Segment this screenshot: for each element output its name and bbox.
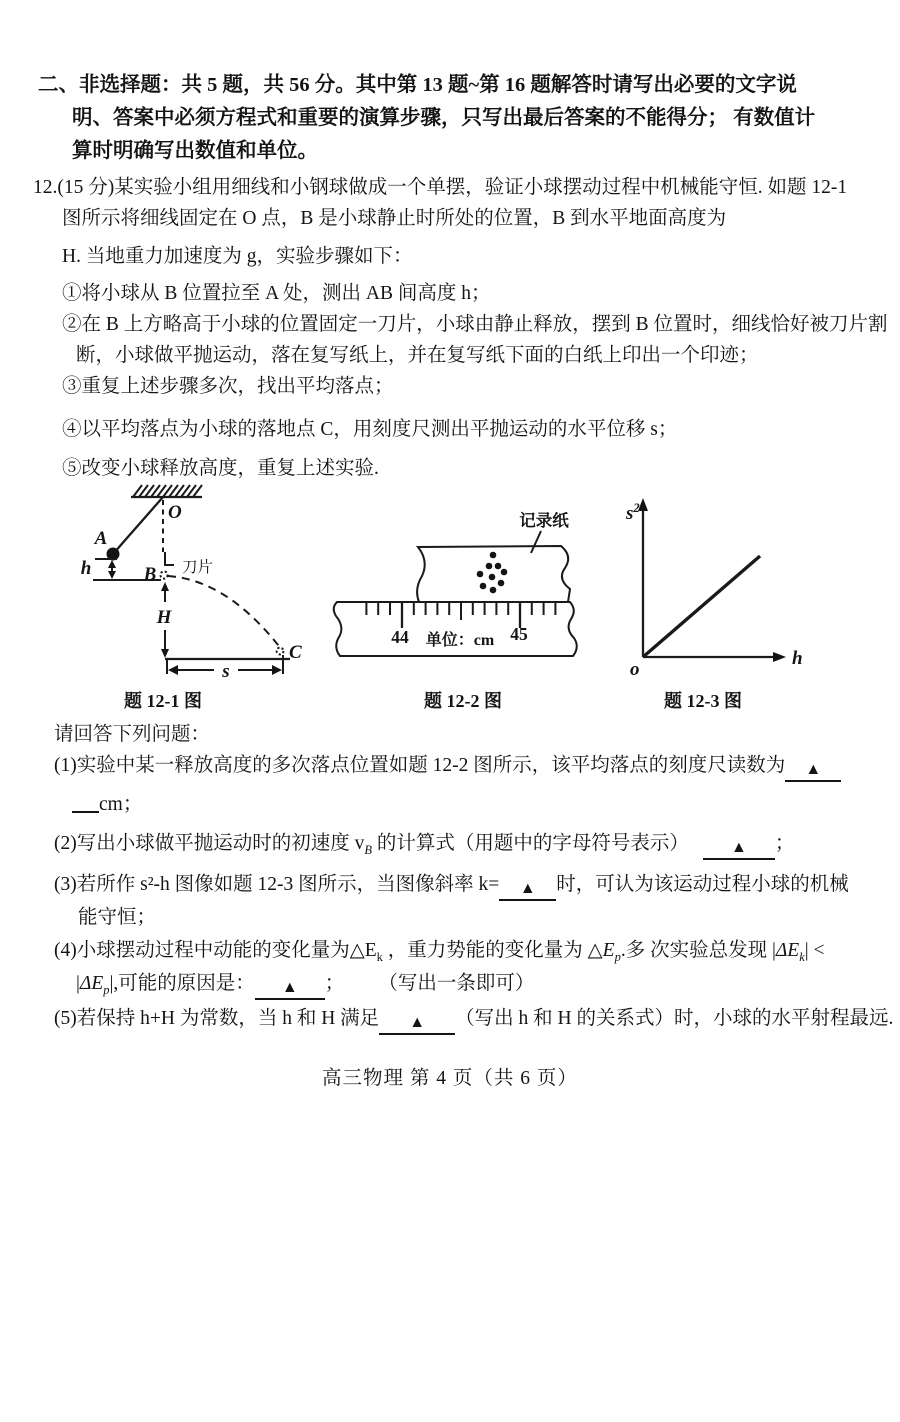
q4-note: （写出一条即可） — [378, 973, 535, 994]
question-5-line — [54, 1006, 893, 1035]
q4-subscript-p1: p — [614, 949, 621, 964]
q4-text-3: .多 次实验总发现 | — [620, 940, 776, 961]
q4-text-4: | < — [804, 940, 825, 961]
point-b-circle — [160, 571, 167, 578]
q3-answer-blank: ▲ — [499, 878, 556, 901]
q12-step-2a: ②在 B 上方略高于小球的位置固定一刀片，小球由静止释放，摆到 B 位置时，细线恰好被刀片割 — [62, 314, 888, 335]
question-2-line — [54, 831, 794, 863]
origin-label: o — [630, 659, 640, 680]
q3-text-2: 时，可认为该运动过程小球的机械 — [556, 874, 849, 895]
point-c-label: C — [289, 642, 302, 663]
q4-l2-text-1: | — [76, 973, 80, 994]
section-header-line-1: 二、非选择题：共 5 题，共 56 分。其中第 13 题~第 16 题解答时请写出必要的文字说 — [38, 74, 797, 96]
q12-intro-line-1: 12.(15 分)某实验小组用细线和小钢球做成一个单摆，验证小球摆动过程中机械能守恒. 如题 12-1 — [33, 177, 848, 198]
q12-step-3: ③重复上述步骤多次，找出平均落点； — [62, 376, 394, 397]
q5-text-1: (5)若保持 h+H 为常数，当 h 和 H 满足 — [54, 1008, 380, 1029]
ruler-unit-label: 单位：cm — [425, 632, 495, 649]
section-header-line-3: 算时明确写出数值和单位。 — [72, 140, 318, 162]
blade-mark — [165, 552, 174, 565]
q4-subscript-k2: k — [799, 949, 805, 964]
q5-answer-blank: ▲ — [379, 1012, 455, 1035]
q1-text: (1)实验中某一释放高度的多次落点位置如题 12-2 图所示，该平均落点的刻度尺读数为 — [54, 755, 786, 776]
q5-text-2: （写出 h 和 H 的关系式）时，小球的水平射程最远. — [455, 1008, 894, 1029]
ceiling-hatch-lines — [133, 485, 202, 497]
q4-l2-text-3: ； — [324, 973, 345, 994]
question-1-line-1 — [54, 753, 841, 782]
H-label: H — [156, 607, 172, 628]
y-axis-label: $s^2$ — [626, 501, 640, 524]
section-header-line-2: 明、答案中必须方程式和重要的演算步骤，只写出最后答案的不能得分； 有数值计 — [72, 107, 816, 129]
s-label: s — [222, 661, 230, 682]
q4-answer-blank: ▲ — [255, 977, 325, 1000]
q12-intro-line-2: 图所示将细线固定在 O 点，B 是小球静止时所处的位置，B 到水平地面高度为 — [62, 208, 727, 229]
x-axis — [643, 652, 786, 662]
question-3-line-1 — [54, 872, 849, 901]
figure-12-3-graph — [612, 485, 812, 681]
q4-subscript-p2: p — [103, 982, 110, 997]
page-footer: 高三物理 第 4 页（共 6 页） — [322, 1068, 578, 1089]
h-dimension-arrow — [108, 560, 116, 579]
q12-step-2b: 断，小球做平抛运动，落在复写纸上，并在复写纸下面的白纸上印出一个印迹； — [76, 345, 759, 366]
caption-fig-12-3: 题 12-3 图 — [664, 691, 742, 711]
ruler-45-label: 45 — [510, 624, 528, 644]
q1-answer-blank-tail — [72, 790, 99, 813]
q3-text-1: (3)若所作 s²-h 图像如题 12-3 图所示，当图像斜率 k= — [54, 874, 500, 895]
q4-var-dEk: ΔE — [775, 940, 800, 961]
point-o-label: O — [168, 502, 182, 523]
q12-step-5: ⑤改变小球释放高度，重复上述实验. — [62, 458, 379, 479]
q1-answer-blank: ▲ — [785, 759, 841, 782]
ruler-44-label: 44 — [391, 627, 409, 647]
x-axis-label: h — [792, 648, 803, 669]
question-4-line-2 — [76, 971, 534, 1003]
q2-text-1: (2)写出小球做平抛运动时的初速度 v — [54, 833, 365, 854]
record-paper-pointer-line — [531, 531, 541, 553]
record-paper-label: 记录纸 — [519, 511, 569, 530]
data-line — [643, 556, 760, 657]
q2-text-3: ； — [774, 833, 795, 854]
h-label: h — [80, 558, 92, 579]
question-1-line-2 — [72, 790, 142, 818]
q4-var-dEp: ΔE — [79, 973, 104, 994]
point-a-label: A — [94, 528, 108, 549]
impact-dots — [477, 552, 508, 594]
q4-text-1: (4)小球摆动过程中动能的变化量为△E — [54, 940, 377, 961]
q2-subscript-B: B — [364, 842, 373, 857]
question-3-line-2: 能守恒； — [78, 907, 157, 928]
trajectory-curve — [168, 576, 282, 650]
q4-subscript-k1: k — [376, 949, 383, 964]
point-c-circle — [277, 648, 284, 655]
q12-step-4: ④以平均落点为小球的落地点 C，用刻度尺测出平抛运动的水平位移 s； — [62, 419, 678, 440]
answer-prompt: 请回答下列问题： — [54, 724, 211, 745]
point-b-label: B — [143, 564, 157, 585]
y-axis — [638, 498, 648, 657]
q12-intro-line-3: H. 当地重力加速度为 g，实验步骤如下： — [62, 246, 413, 267]
pendulum-string — [113, 497, 163, 554]
q4-var-E: E — [602, 940, 615, 961]
question-4-line-1 — [54, 938, 825, 970]
q4-l2-text-2: |,可能的原因是： — [109, 973, 255, 994]
q2-text-2: 的计算式（用题中的字母符号表示） — [372, 833, 689, 854]
q2-answer-blank: ▲ — [703, 837, 775, 860]
q4-text-2: ，重力势能的变化量为 △ — [382, 940, 603, 961]
caption-fig-12-2: 题 12-2 图 — [424, 691, 502, 711]
figure-12-1-pendulum-diagram — [58, 478, 320, 686]
blade-label: 刀片 — [182, 559, 214, 576]
q1-unit-text: cm； — [99, 794, 143, 815]
figure-12-2-ruler-diagram — [330, 500, 582, 664]
caption-fig-12-1: 题 12-1 图 — [124, 691, 202, 711]
q12-step-1: ①将小球从 B 位置拉至 A 处，测出 AB 间高度 h； — [62, 283, 491, 304]
